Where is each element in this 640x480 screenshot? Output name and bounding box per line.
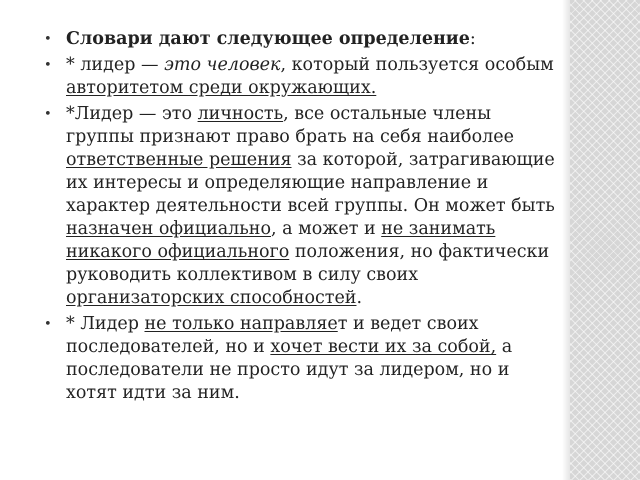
slide-content [44,28,564,408]
text-segment: авторитетом среди окружающих. [66,78,377,98]
bullet-dot-icon: • [44,58,52,73]
text-segment: *Лидер — это [66,104,198,124]
text-segment: организаторских способностей [66,288,357,308]
text-segment: . [356,288,363,308]
bullet-item [44,54,564,100]
text-segment: Словари дают следующее определение [66,29,470,49]
text-segment: : [469,29,476,49]
text-segment: , все остальные члены группы признают право брать на себя наиболее [66,104,514,147]
text-segment: это человек [164,55,281,75]
text-segment: положения, но фактически руководить коллективом в силу своих [66,242,550,285]
text-segment: хочет вести их за собой, [270,337,497,357]
text-segment: не занимать никакого официального [66,219,496,262]
text-segment: , который пользуется особым [280,55,554,75]
text-segment: , а может и [270,219,382,239]
text-segment: личность [197,104,284,124]
bullet-list [44,28,564,405]
right-edge-pattern [570,0,640,480]
bullet-dot-icon: • [44,107,52,122]
text-segment: * лидер — [66,55,165,75]
right-edge-shadow [562,0,570,480]
bullet-item [44,28,564,51]
bullet-item [44,103,564,310]
text-segment: назначен официально [66,219,271,239]
text-segment: * Лидер [66,314,145,334]
bullet-dot-icon: • [44,32,52,47]
text-segment: не только направляе [144,314,338,334]
text-segment: а последователи не просто идут за лидером, но и хотят идти за ним. [66,337,513,403]
bullet-item [44,313,564,405]
text-segment: т и ведет своих последователей, но и [66,314,479,357]
text-segment: ответственные решения [66,150,292,170]
bullet-dot-icon: • [44,317,52,332]
text-segment: за которой, затрагивающие их интересы и определяющие направление и характер деятельности всей группы. Он может быть [66,150,555,216]
